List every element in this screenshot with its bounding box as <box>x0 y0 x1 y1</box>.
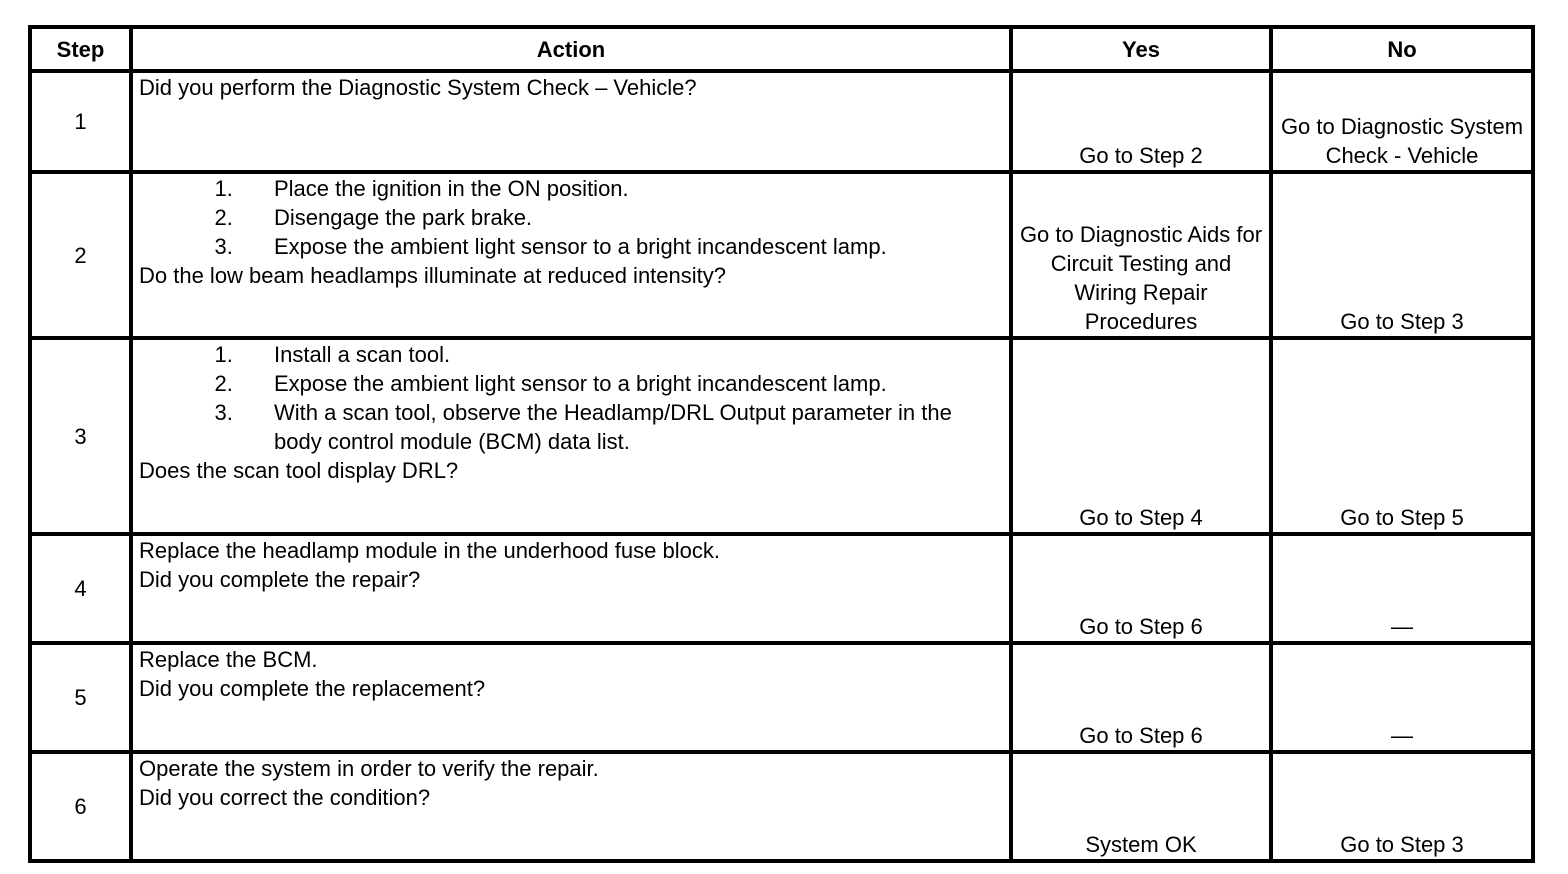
action-cell <box>131 643 1011 752</box>
action-text: Replace the headlamp module in the underhood fuse block. <box>139 538 720 563</box>
step-number: 2 <box>30 172 131 338</box>
action-list <box>139 174 1003 261</box>
diagnostic-table <box>28 25 1535 863</box>
table-row-step-2 <box>30 172 1533 338</box>
yes-result: Go to Diagnostic Aids for Circuit Testing and Wiring Repair Procedures <box>1011 172 1271 338</box>
action-list-item: 3. With a scan tool, observe the Headlamp/DRL Output parameter in the body control module (BCM) data list. <box>239 398 1003 456</box>
step-number: 4 <box>30 534 131 643</box>
action-question: Did you correct the condition? <box>139 785 431 810</box>
table-row-step-5 <box>30 643 1533 752</box>
action-list-item: 3. Expose the ambient light sensor to a bright incandescent lamp. <box>239 232 1003 261</box>
action-cell <box>131 534 1011 643</box>
step-number: 6 <box>30 752 131 861</box>
action-list-item: 1. Place the ignition in the ON position. <box>239 174 1003 203</box>
action-cell <box>131 338 1011 534</box>
header-row <box>30 27 1533 71</box>
step-number: 1 <box>30 71 131 172</box>
header-no: No <box>1271 27 1533 71</box>
step-number: 5 <box>30 643 131 752</box>
yes-result: Go to Step 2 <box>1011 71 1271 172</box>
table-row-step-4 <box>30 534 1533 643</box>
action-list <box>139 340 1003 456</box>
action-cell <box>131 752 1011 861</box>
table-row-step-3 <box>30 338 1533 534</box>
yes-result: Go to Step 6 <box>1011 534 1271 643</box>
no-result: Go to Diagnostic System Check - Vehicle <box>1271 71 1533 172</box>
action-list-item: 2. Disengage the park brake. <box>239 203 1003 232</box>
action-cell <box>131 71 1011 172</box>
action-question: Do the low beam headlamps illuminate at reduced intensity? <box>139 263 726 288</box>
no-result: Go to Step 3 <box>1271 752 1533 861</box>
header-action: Action <box>131 27 1011 71</box>
action-list-item: 2. Expose the ambient light sensor to a bright incandescent lamp. <box>239 369 1003 398</box>
action-text: Replace the BCM. <box>139 647 318 672</box>
action-text: Did you perform the Diagnostic System Check – Vehicle? <box>139 75 697 100</box>
step-number: 3 <box>30 338 131 534</box>
yes-result: System OK <box>1011 752 1271 861</box>
no-result: — <box>1271 534 1533 643</box>
action-question: Did you complete the repair? <box>139 567 421 592</box>
yes-result: Go to Step 6 <box>1011 643 1271 752</box>
table-row-step-6 <box>30 752 1533 861</box>
action-text: Operate the system in order to verify the repair. <box>139 756 599 781</box>
yes-result: Go to Step 4 <box>1011 338 1271 534</box>
action-cell <box>131 172 1011 338</box>
action-question: Does the scan tool display DRL? <box>139 458 459 483</box>
table-row-step-1 <box>30 71 1533 172</box>
no-result: Go to Step 5 <box>1271 338 1533 534</box>
no-result: — <box>1271 643 1533 752</box>
header-step: Step <box>30 27 131 71</box>
action-question: Did you complete the replacement? <box>139 676 486 701</box>
no-result: Go to Step 3 <box>1271 172 1533 338</box>
action-list-item: 1. Install a scan tool. <box>239 340 1003 369</box>
header-yes: Yes <box>1011 27 1271 71</box>
